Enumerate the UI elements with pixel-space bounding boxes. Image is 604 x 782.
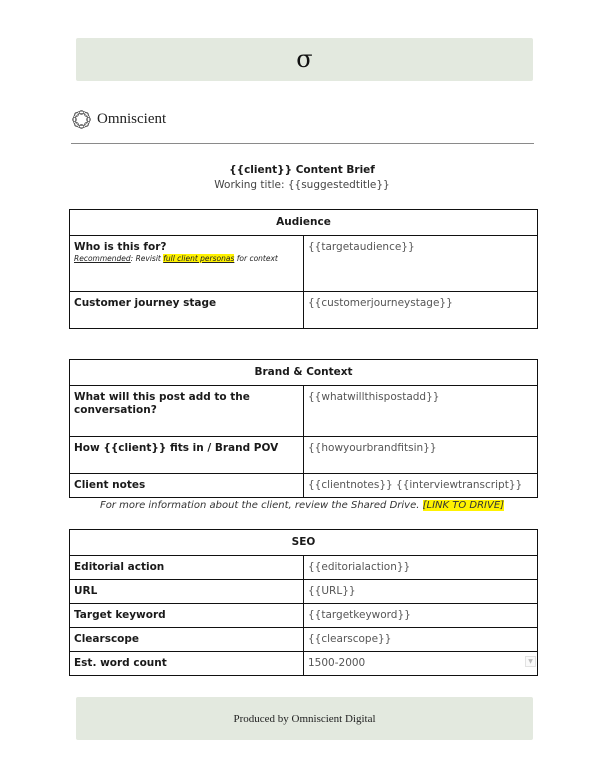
persona-note xyxy=(74,254,299,264)
row-label: How {{client}} fits in / Brand POV xyxy=(70,437,304,474)
row-label: Editorial action xyxy=(70,556,304,580)
url-field[interactable]: {{URL}} xyxy=(304,580,538,604)
target-audience-field[interactable]: {{targetaudience}} xyxy=(304,236,538,292)
table-row xyxy=(70,652,538,676)
row-label: What will this post add to the conversation? xyxy=(70,386,304,437)
row-label: URL xyxy=(70,580,304,604)
row-label: Customer journey stage xyxy=(70,292,304,329)
table-row xyxy=(70,604,538,628)
audience-table xyxy=(69,209,538,329)
table-row xyxy=(70,292,538,329)
brand-context-table xyxy=(69,359,538,498)
note-prefix: Recommended xyxy=(74,254,131,263)
row-label: Client notes xyxy=(70,474,304,498)
omniscient-glyph-logo: σ xyxy=(296,44,313,73)
row-label: Est. word count xyxy=(70,652,304,676)
editorial-action-field[interactable]: {{editorialaction}} xyxy=(304,556,538,580)
seo-heading: SEO xyxy=(70,530,538,556)
journey-stage-field[interactable]: {{customerjourneystage}} xyxy=(304,292,538,329)
document-title: {{client}} Content Brief xyxy=(229,164,375,176)
drive-link[interactable]: [LINK TO DRIVE] xyxy=(422,500,505,511)
table-row xyxy=(70,474,538,498)
personas-link[interactable]: full client personas xyxy=(163,254,235,263)
footer-banner xyxy=(76,697,533,740)
brand-fit-field[interactable]: {{howyourbrandfitsin}} xyxy=(304,437,538,474)
info-text: For more information about the client, review the Shared Drive. xyxy=(99,500,423,511)
brand-context-heading: Brand & Context xyxy=(70,360,538,386)
footer-text: Produced by Omniscient Digital xyxy=(233,712,376,725)
client-notes-field[interactable]: {{clientnotes}} {{interviewtranscript}} xyxy=(304,474,538,498)
post-add-field[interactable]: {{whatwillthispostadd}} xyxy=(304,386,538,437)
dropdown-chevron-icon[interactable]: ▼ xyxy=(525,656,536,667)
row-label: Target keyword xyxy=(70,604,304,628)
document-subtitle: Working title: {{suggestedtitle}} xyxy=(214,179,390,191)
target-keyword-field[interactable]: {{targetkeyword}} xyxy=(304,604,538,628)
header-divider xyxy=(71,143,534,144)
word-count-field[interactable]: 1500-2000 xyxy=(304,652,538,676)
row-label xyxy=(70,236,304,292)
note-text: : Revisit xyxy=(130,254,164,263)
brand-logo xyxy=(71,109,166,130)
table-row xyxy=(70,556,538,580)
header-banner xyxy=(76,38,533,81)
table-row xyxy=(70,628,538,652)
table-row xyxy=(70,236,538,292)
label-text: Who is this for? xyxy=(74,241,167,253)
seo-table xyxy=(69,529,538,676)
omniscient-ring-icon xyxy=(71,109,92,130)
table-row xyxy=(70,386,538,437)
audience-heading: Audience xyxy=(70,210,538,236)
clearscope-field[interactable]: {{clearscope}} xyxy=(304,628,538,652)
table-row xyxy=(70,580,538,604)
table-row xyxy=(70,437,538,474)
shared-drive-note xyxy=(0,500,604,511)
brand-name: Omniscient xyxy=(97,111,167,127)
note-suffix: for context xyxy=(234,254,278,263)
row-label: Clearscope xyxy=(70,628,304,652)
